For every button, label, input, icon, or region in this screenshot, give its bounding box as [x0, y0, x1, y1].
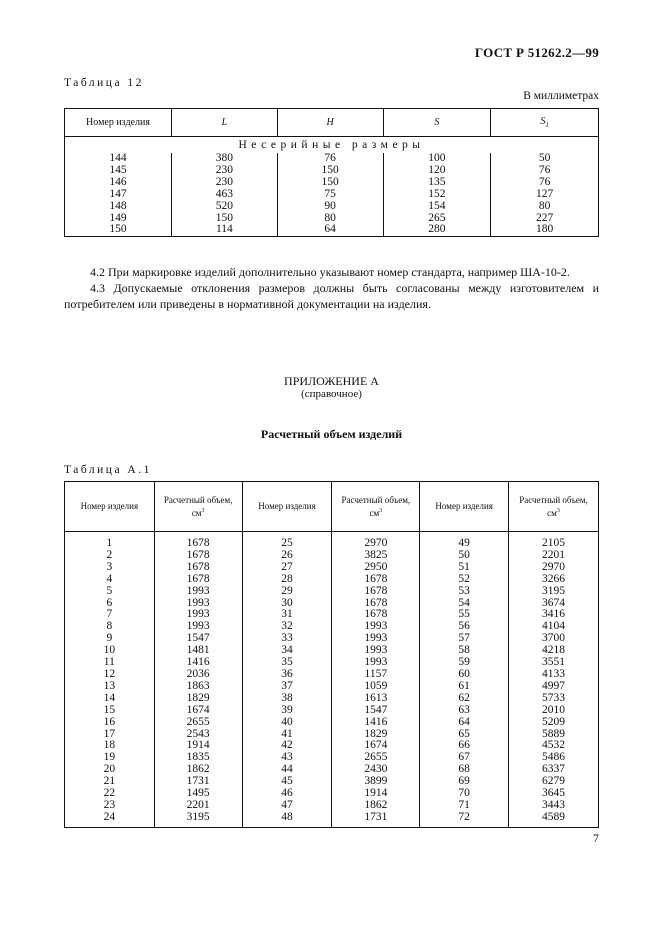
table-row: [65, 562, 599, 574]
table-cell: 4104: [509, 621, 599, 633]
table-cell: 2970: [332, 532, 420, 550]
table-cell: 2010: [509, 705, 599, 717]
table-a1: [64, 481, 599, 828]
table-cell: 265: [383, 213, 491, 225]
table-cell: 380: [171, 153, 277, 165]
document-header: ГОСТ Р 51262.2—99: [474, 45, 599, 60]
table-cell: 49: [420, 532, 509, 550]
table-row: [65, 752, 599, 764]
table-cell: 76: [277, 153, 383, 165]
table-cell: 9: [65, 633, 155, 645]
table-cell: 144: [65, 153, 172, 165]
table-cell: 1914: [154, 740, 242, 752]
table-cell: 1678: [332, 609, 420, 621]
col-header-h: H: [277, 109, 383, 137]
table-cell: 36: [242, 669, 332, 681]
table-cell: 2036: [154, 669, 242, 681]
table-cell: 56: [420, 621, 509, 633]
table-cell: 70: [420, 788, 509, 800]
table-cell: 114: [171, 224, 277, 236]
table-cell: 127: [491, 189, 599, 201]
table-cell: 1481: [154, 645, 242, 657]
col-header-item: Номер изделия: [420, 482, 509, 532]
col-header-volume: [332, 482, 420, 532]
col-header-s1: [491, 109, 599, 137]
table-row: [65, 740, 599, 752]
table-cell: 5: [65, 586, 155, 598]
table-cell: 27: [242, 562, 332, 574]
table-cell: 39: [242, 705, 332, 717]
table-cell: 1993: [154, 586, 242, 598]
paragraph-4-3: 4.3 Допускаемые отклонения размеров должны быть согласованы между изготовителем и потребителем или приведены в нормативной документации на изделия.: [64, 281, 599, 311]
col-header-item: Номер изделия: [65, 482, 155, 532]
table-cell: 2543: [154, 729, 242, 741]
table-cell: 1993: [154, 621, 242, 633]
table-cell: 2105: [509, 532, 599, 550]
table-cell: 76: [491, 177, 599, 189]
table-row: [65, 633, 599, 645]
table-cell: 30: [242, 598, 332, 610]
table-cell: 150: [171, 213, 277, 225]
table-cell: 135: [383, 177, 491, 189]
table-cell: 6: [65, 598, 155, 610]
table-cell: 15: [65, 705, 155, 717]
table-cell: 6279: [509, 776, 599, 788]
table-cell: 61: [420, 681, 509, 693]
table-cell: 59: [420, 657, 509, 669]
table-cell: 280: [383, 224, 491, 236]
table-cell: 2655: [332, 752, 420, 764]
table-cell: 1059: [332, 681, 420, 693]
table-cell: 69: [420, 776, 509, 788]
table-cell: 1993: [154, 598, 242, 610]
table-cell: 120: [383, 165, 491, 177]
table-row: [65, 800, 599, 812]
table-cell: 2950: [332, 562, 420, 574]
table-cell: 2201: [509, 550, 599, 562]
table-cell: 150: [277, 177, 383, 189]
table-row: [65, 788, 599, 800]
col-header-volume: [509, 482, 599, 532]
table-cell: 1863: [154, 681, 242, 693]
table-cell: 19: [65, 752, 155, 764]
table-cell: 20: [65, 764, 155, 776]
table-row: [65, 717, 599, 729]
table-cell: 42: [242, 740, 332, 752]
table-cell: 40: [242, 717, 332, 729]
table-row: [65, 189, 599, 201]
table-cell: 11: [65, 657, 155, 669]
table-cell: 1: [65, 532, 155, 550]
table-cell: 1914: [332, 788, 420, 800]
table-cell: 5889: [509, 729, 599, 741]
table-cell: 80: [277, 213, 383, 225]
table-cell: 17: [65, 729, 155, 741]
table-row: [65, 177, 599, 189]
table-cell: 1678: [332, 586, 420, 598]
table-cell: 50: [491, 153, 599, 165]
col-header-volume-unit-sup: 3: [201, 507, 205, 514]
table-row: [65, 764, 599, 776]
appendix-title: ПРИЛОЖЕНИЕ А: [284, 374, 379, 388]
table-cell: 2970: [509, 562, 599, 574]
table-cell: 57: [420, 633, 509, 645]
table-cell: 60: [420, 669, 509, 681]
table-cell: 34: [242, 645, 332, 657]
table-cell: 2201: [154, 800, 242, 812]
table-row: [65, 681, 599, 693]
table-cell: 149: [65, 213, 172, 225]
table-cell: 62: [420, 693, 509, 705]
col-header-volume: [154, 482, 242, 532]
col-header-s1-subscript: 1: [545, 121, 549, 129]
table-cell: 4218: [509, 645, 599, 657]
table-cell: 32: [242, 621, 332, 633]
table-cell: 51: [420, 562, 509, 574]
table-row: [65, 812, 599, 827]
table-cell: 1495: [154, 788, 242, 800]
table-cell: 1731: [332, 812, 420, 827]
table-cell: 53: [420, 586, 509, 598]
table-12-header-row: [65, 109, 599, 137]
table-cell: 80: [491, 201, 599, 213]
table-cell: 3700: [509, 633, 599, 645]
table-row: [65, 532, 599, 550]
table-cell: 1547: [154, 633, 242, 645]
table-cell: 1674: [154, 705, 242, 717]
table-cell: 25: [242, 532, 332, 550]
table-cell: 75: [277, 189, 383, 201]
table-cell: 147: [65, 189, 172, 201]
table-cell: 90: [277, 201, 383, 213]
table-cell: 1416: [332, 717, 420, 729]
table-row: [65, 598, 599, 610]
table-row: [65, 705, 599, 717]
table-cell: 71: [420, 800, 509, 812]
table-cell: 2655: [154, 717, 242, 729]
table-cell: 5209: [509, 717, 599, 729]
table-cell: 2430: [332, 764, 420, 776]
table-cell: 3551: [509, 657, 599, 669]
table-cell: 44: [242, 764, 332, 776]
table-cell: 1678: [332, 574, 420, 586]
table-cell: 45: [242, 776, 332, 788]
col-header-volume-label: Расчетный объем,: [163, 494, 233, 505]
table-12-units: В миллиметрах: [523, 90, 599, 102]
table-cell: 1678: [154, 574, 242, 586]
table-cell: 1678: [154, 562, 242, 574]
table-cell: 1835: [154, 752, 242, 764]
col-header-l: L: [171, 109, 277, 137]
table-cell: 1674: [332, 740, 420, 752]
table-cell: 1731: [154, 776, 242, 788]
table-cell: 52: [420, 574, 509, 586]
table-cell: 68: [420, 764, 509, 776]
table-cell: 1993: [332, 657, 420, 669]
table-cell: 3645: [509, 788, 599, 800]
table-cell: 35: [242, 657, 332, 669]
table-cell: 65: [420, 729, 509, 741]
table-cell: 31: [242, 609, 332, 621]
appendix-subtitle: (справочное): [301, 388, 362, 400]
table-row: [65, 550, 599, 562]
table-cell: 3674: [509, 598, 599, 610]
table-cell: 1157: [332, 669, 420, 681]
table-cell: 3266: [509, 574, 599, 586]
table-row: [65, 586, 599, 598]
table-row: [65, 669, 599, 681]
table-a1-header-row: [65, 482, 599, 532]
table-12-subheading: Несерийные размеры: [65, 137, 599, 154]
table-cell: 5733: [509, 693, 599, 705]
table-cell: 10: [65, 645, 155, 657]
table-cell: 43: [242, 752, 332, 764]
table-cell: 152: [383, 189, 491, 201]
table-cell: 23: [65, 800, 155, 812]
col-header-volume-label: Расчетный объем,: [519, 494, 588, 505]
table-12: [64, 108, 599, 237]
table-row: [65, 693, 599, 705]
table-cell: 8: [65, 621, 155, 633]
table-row: [65, 609, 599, 621]
table-cell: 154: [383, 201, 491, 213]
table-cell: 22: [65, 788, 155, 800]
table-row: [65, 201, 599, 213]
table-cell: 5486: [509, 752, 599, 764]
table-cell: 146: [65, 177, 172, 189]
table-cell: 3: [65, 562, 155, 574]
table-cell: 1993: [332, 645, 420, 657]
col-header-volume-unit-sup: 3: [556, 507, 560, 514]
table-cell: 520: [171, 201, 277, 213]
table-cell: 7: [65, 609, 155, 621]
table-row: [65, 574, 599, 586]
table-cell: 1993: [154, 609, 242, 621]
col-header-volume-unit-sup: 3: [379, 507, 383, 514]
table-cell: 3416: [509, 609, 599, 621]
col-header-item: Номер изделия: [242, 482, 332, 532]
table-cell: 3443: [509, 800, 599, 812]
table-cell: 47: [242, 800, 332, 812]
table-cell: 6337: [509, 764, 599, 776]
table-cell: 26: [242, 550, 332, 562]
table-cell: 1678: [154, 532, 242, 550]
table-cell: 4589: [509, 812, 599, 827]
col-header-volume-unit: см: [547, 507, 557, 518]
table-cell: 1862: [154, 764, 242, 776]
table-cell: 1829: [154, 693, 242, 705]
table-row: [65, 645, 599, 657]
table-cell: 3195: [509, 586, 599, 598]
col-header-volume-label: Расчетный объем,: [341, 494, 411, 505]
col-header-volume-unit: см: [369, 507, 380, 518]
table-cell: 66: [420, 740, 509, 752]
col-header-item: Номер изделия: [65, 109, 172, 137]
table-cell: 50: [420, 550, 509, 562]
table-cell: 1416: [154, 657, 242, 669]
table-cell: 230: [171, 177, 277, 189]
table-cell: 46: [242, 788, 332, 800]
table-cell: 18: [65, 740, 155, 752]
table-cell: 4532: [509, 740, 599, 752]
table-cell: 41: [242, 729, 332, 741]
table-cell: 3825: [332, 550, 420, 562]
table-cell: 72: [420, 812, 509, 827]
table-cell: 4133: [509, 669, 599, 681]
table-cell: 1678: [154, 550, 242, 562]
table-cell: 24: [65, 812, 155, 827]
table-cell: 54: [420, 598, 509, 610]
table-a1-caption: Таблица А.1: [64, 464, 152, 476]
col-header-s1-letter: S: [540, 116, 546, 127]
table-cell: 21: [65, 776, 155, 788]
table-row: [65, 621, 599, 633]
table-cell: 48: [242, 812, 332, 827]
table-12-caption: Таблица 12: [64, 77, 144, 89]
table-cell: 1993: [332, 621, 420, 633]
table-cell: 148: [65, 201, 172, 213]
table-cell: 29: [242, 586, 332, 598]
table-cell: 63: [420, 705, 509, 717]
table-cell: 12: [65, 669, 155, 681]
table-cell: 100: [383, 153, 491, 165]
col-header-volume-unit: см: [191, 507, 202, 518]
table-cell: 1547: [332, 705, 420, 717]
table-row: [65, 729, 599, 741]
table-cell: 230: [171, 165, 277, 177]
table-cell: 2: [65, 550, 155, 562]
table-cell: 1993: [332, 633, 420, 645]
table-row: [65, 657, 599, 669]
table-cell: 145: [65, 165, 172, 177]
table-cell: 64: [277, 224, 383, 236]
table-cell: 227: [491, 213, 599, 225]
table-cell: 28: [242, 574, 332, 586]
table-cell: 37: [242, 681, 332, 693]
table-cell: 38: [242, 693, 332, 705]
table-cell: 150: [277, 165, 383, 177]
table-cell: 3899: [332, 776, 420, 788]
table-row: [65, 224, 599, 236]
table-cell: 33: [242, 633, 332, 645]
appendix-heading: Расчетный объем изделий: [260, 427, 403, 441]
table-cell: 1678: [332, 598, 420, 610]
table-cell: 58: [420, 645, 509, 657]
table-cell: 463: [171, 189, 277, 201]
table-cell: 76: [491, 165, 599, 177]
table-cell: 1613: [332, 693, 420, 705]
table-cell: 55: [420, 609, 509, 621]
table-cell: 180: [491, 224, 599, 236]
table-cell: 14: [65, 693, 155, 705]
col-header-s: S: [383, 109, 491, 137]
table-cell: 16: [65, 717, 155, 729]
table-cell: 4: [65, 574, 155, 586]
table-cell: 64: [420, 717, 509, 729]
table-cell: 1862: [332, 800, 420, 812]
table-cell: 13: [65, 681, 155, 693]
table-cell: 1829: [332, 729, 420, 741]
page-number: 7: [593, 831, 599, 845]
table-cell: 150: [65, 224, 172, 236]
table-cell: 3195: [154, 812, 242, 827]
table-row: [65, 776, 599, 788]
paragraph-4-2: 4.2 При маркировке изделий дополнительно указывают номер стандарта, например ША-10-2.: [90, 265, 570, 279]
table-cell: 67: [420, 752, 509, 764]
table-cell: 4997: [509, 681, 599, 693]
